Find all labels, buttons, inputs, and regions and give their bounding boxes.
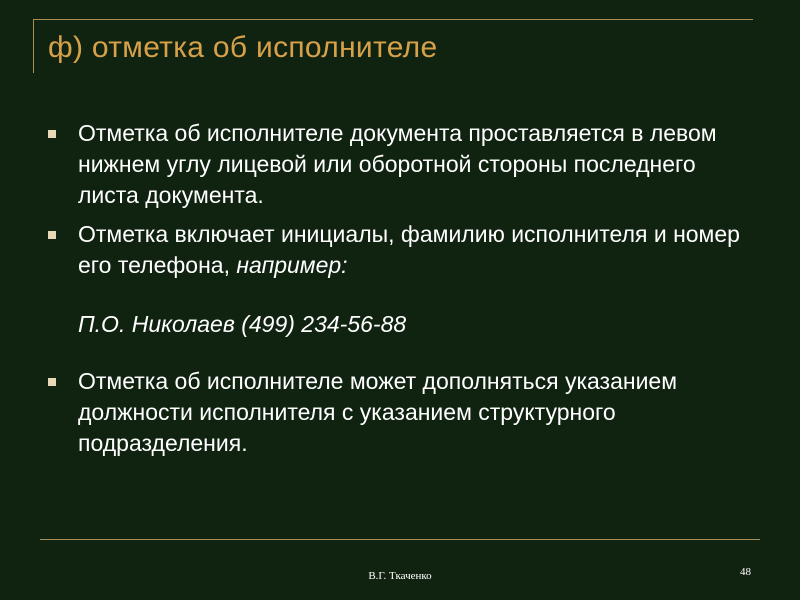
example-text: П.О. Николаев (499) 234-56-88: [78, 311, 407, 337]
bullet-item-1: [46, 118, 751, 211]
slide-body: [46, 118, 751, 459]
page-number: 48: [740, 566, 751, 578]
bullet-text-3: Отметка об исполнителе может дополняться указанием должности исполнителя с указанием структурного подразделения.: [78, 368, 678, 456]
bullet-item-2: [46, 219, 751, 281]
square-bullet-icon: [48, 231, 56, 239]
title-rule-left: [33, 19, 34, 73]
footer-author: В.Г. Ткаченко: [368, 570, 432, 582]
bullet-item-3: [46, 366, 751, 459]
bullet-text-1: Отметка об исполнителе документа проставляется в левом нижнем углу лицевой или оборотной стороны последнего листа документа.: [78, 120, 717, 208]
square-bullet-icon: [48, 378, 56, 386]
bullet-text-2-italic: например:: [236, 252, 348, 278]
slide-title: ф) отметка об исполнителе: [48, 31, 438, 64]
bullet-text-2: Отметка включает инициалы, фамилию исполнителя и номер его телефона,: [78, 221, 740, 278]
square-bullet-icon: [48, 130, 56, 138]
footer-rule: [40, 539, 760, 540]
title-rule-top: [33, 19, 753, 20]
